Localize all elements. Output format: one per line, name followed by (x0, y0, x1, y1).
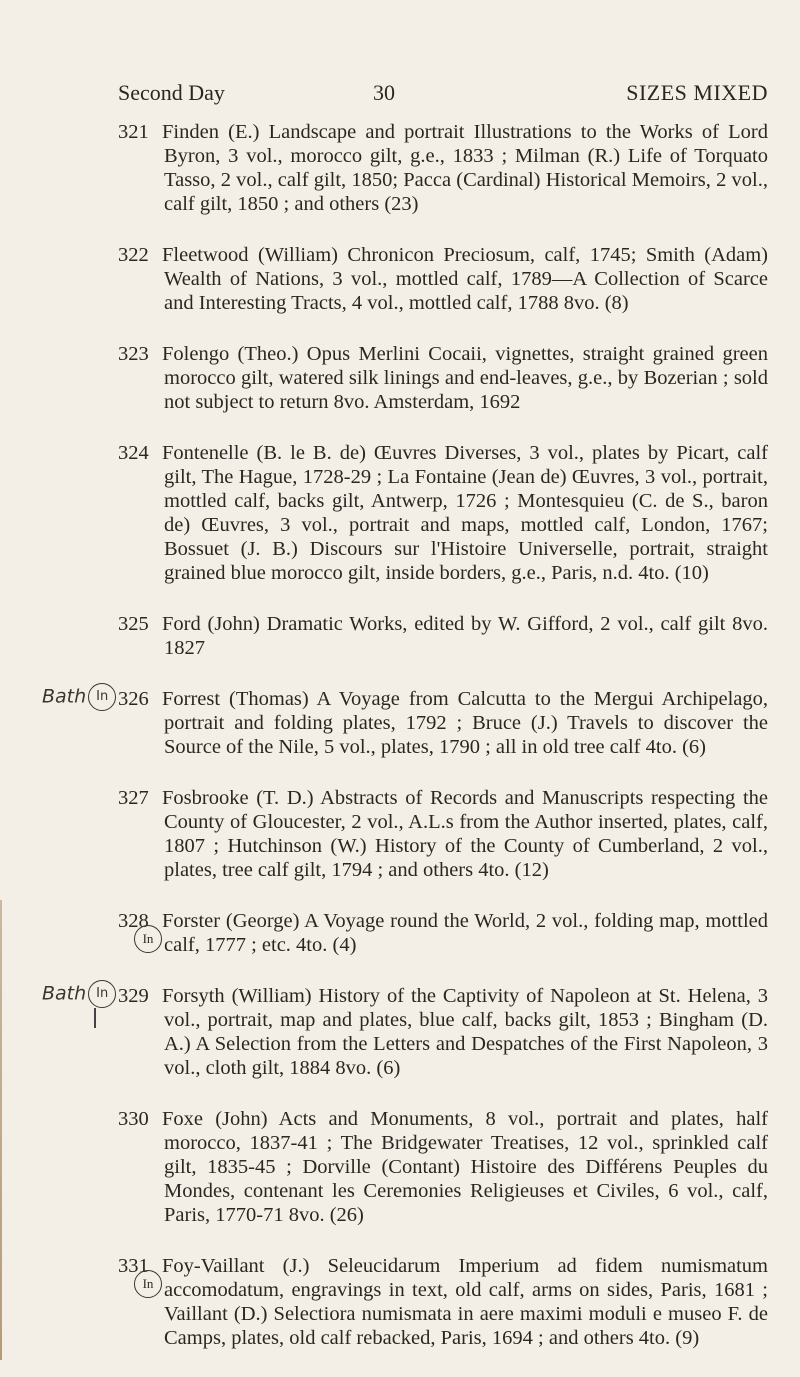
lot-entry (118, 909, 768, 957)
lot-description: Forster (George) A Voyage round the World, 2 vol., folding map, mottled calf, 1777 ; etc. 4to. (4) (162, 910, 768, 956)
lot-description: Fleetwood (William) Chronicon Preciosum, calf, 1745; Smith (Adam) Wealth of Nations, 3 vol., mottled calf, 1789—A Collection of Scarce and Interesting Tracts, 4 vol., mottled calf, 1788 8vo. (8) (162, 244, 768, 314)
lot-number: 330 (118, 1108, 149, 1130)
lot-entry (118, 120, 768, 216)
circle-mark: In (88, 980, 116, 1008)
lot-list (42, 120, 768, 1377)
header-day: Second Day (118, 80, 225, 105)
lot-description: Forrest (Thomas) A Voyage from Calcutta to the Mergui Archipelago, portrait and folding plates, 1792 ; Bruce (J.) Travels to discover the Source of the Nile, 5 vol., plates, 1790 ; all in old tree calf 4to. (6) (162, 688, 768, 758)
page-edge (0, 900, 2, 1360)
page-header (118, 80, 768, 110)
lot-entry (42, 982, 768, 1080)
circle-mark: In (134, 925, 162, 953)
lot-number: 329 (118, 985, 149, 1007)
lot-number: 324 (118, 442, 149, 464)
lot-description: Finden (E.) Landscape and portrait Illustrations to the Works of Lord Byron, 3 vol., morocco gilt, g.e., 1833 ; Milman (R.) Life of Torquato Tasso, 2 vol., calf gilt, 1850; Pacca (Cardinal) Historical Memoirs, 2 vol., calf gilt, 1850 ; and others (23) (162, 121, 768, 215)
lot-entry (118, 1107, 768, 1227)
lot-description: Forsyth (William) History of the Captivity of Napoleon at St. Helena, 3 vol., portrait, map and plates, blue calf, backs gilt, 1853 ; Bingham (D. A.) A Selection from the Letters and Despatches of the First Napoleon, 3 vol., cloth gilt, 1884 8vo. (6) (162, 985, 768, 1079)
lot-number: 326 (118, 688, 149, 710)
lot-entry (118, 1254, 768, 1350)
margin-tick (94, 1008, 96, 1028)
handwritten-annotation: Bath In (42, 980, 116, 1008)
lot-number: 331 (118, 1255, 149, 1277)
lot-description: Fosbrooke (T. D.) Abstracts of Records and Manuscripts respecting the County of Gloucester, 2 vol., A.L.s from the Author inserted, plates, calf, 1807 ; Hutchinson (W.) History of the County of Cumberland, 2 vol., plates, tree calf gilt, 1794 ; and others 4to. (12) (162, 787, 768, 881)
lot-entry (118, 342, 768, 414)
circle-mark: In (88, 683, 116, 711)
header-section: SIZES MIXED (626, 80, 768, 105)
lot-number: 323 (118, 343, 149, 365)
lot-number: 327 (118, 787, 149, 809)
lot-entry (118, 786, 768, 882)
circle-mark: In (134, 1270, 162, 1298)
lot-number: 325 (118, 613, 149, 635)
lot-entry (118, 441, 768, 585)
lot-description: Fontenelle (B. le B. de) Œuvres Diverses, 3 vol., plates by Picart, calf gilt, The Hague, 1728-29 ; La Fontaine (Jean de) Œuvres, 3 vol., portrait, mottled calf, backs gilt, Antwerp, 1726 ; Montesquieu (C. de S., baron de) Œuvres, 3 vol., portrait and maps, mottled calf, London, 1767; Bossuet (J. B.) Discours sur l'Histoire Universelle, portrait, straight grained blue morocco gilt, inside borders, g.e., Paris, n.d. 4to. (10) (162, 442, 768, 584)
page-number: 30 (373, 80, 395, 105)
lot-description: Folengo (Theo.) Opus Merlini Cocaii, vignettes, straight grained green morocco gilt, watered silk linings and end-leaves, g.e., by Bozerian ; sold not subject to return 8vo. Amsterdam, 1692 (162, 343, 768, 413)
lot-entry (42, 685, 768, 759)
lot-entry (118, 612, 768, 660)
lot-number: 321 (118, 121, 149, 143)
handwritten-annotation: Bath In (42, 683, 116, 711)
lot-description: Foy-Vaillant (J.) Seleucidarum Imperium ad fidem numismatum accomodatum, engravings in text, old calf, arms on sides, Paris, 1681 ; Vaillant (D.) Selectiora numismata in aere maximi moduli e museo F. de Camps, plates, old calf rebacked, Paris, 1694 ; and others 4to. (9) (162, 1255, 768, 1349)
lot-entry (118, 243, 768, 315)
lot-number: 322 (118, 244, 149, 266)
lot-description: Ford (John) Dramatic Works, edited by W. Gifford, 2 vol., calf gilt 8vo. 1827 (162, 613, 768, 659)
lot-description: Foxe (John) Acts and Monuments, 8 vol., portrait and plates, half morocco, 1837-41 ; The Bridgewater Treatises, 12 vol., sprinkled calf gilt, 1835-45 ; Dorville (Contant) Histoire des Différens Peuples du Mondes, contenant les Ceremonies Religieuses et Civiles, 6 vol., calf, Paris, 1770-71 8vo. (26) (162, 1108, 768, 1226)
lot-number: 328 (118, 910, 149, 932)
